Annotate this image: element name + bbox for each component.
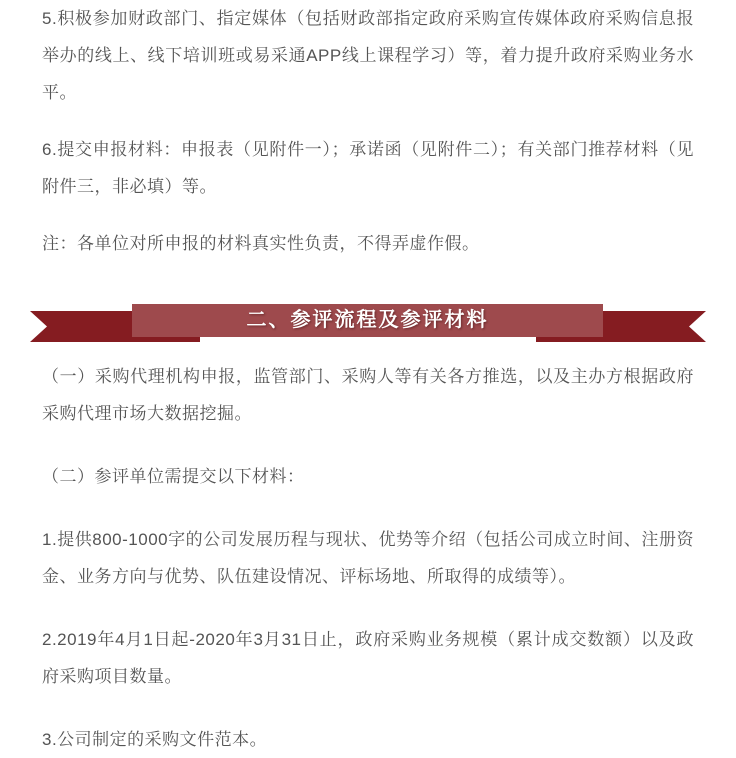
paragraph-sub-er: （二）参评单位需提交以下材料：: [42, 467, 305, 486]
paragraph-item5: 5.积极参加财政部门、指定媒体（包括财政部指定政府采购宣传媒体政府采购信息报举办的线上、线下培训班或易采通APP线上课程学习）等，着力提升政府采购业务水平。: [42, 9, 694, 102]
paragraph-note: 注：各单位对所申报的材料真实性负责，不得弄虚作假。: [42, 234, 480, 253]
paragraph-sub-yi: （一）采购代理机构申报，监管部门、采购人等有关各方推选，以及主办方根据政府采购代理市场大数据挖掘。: [42, 367, 694, 423]
section-title: 二、参评流程及参评材料: [246, 309, 489, 331]
paragraph-material3: 3.公司制定的采购文件范本。: [42, 730, 268, 749]
section-banner: [0, 304, 736, 342]
paragraph-material1: 1.提供800-1000字的公司发展历程与现状、优势等介绍（包括公司成立时间、注册资金、业务方向与优势、队伍建设情况、评标场地、所取得的成绩等）。: [42, 530, 694, 586]
paragraph-material2: 2.2019年4月1日起-2020年3月31日止，政府采购业务规模（累计成交数额）以及政府采购项目数量。: [42, 630, 694, 686]
paragraph-item6: 6.提交申报材料：申报表（见附件一）；承诺函（见附件二）；有关部门推荐材料（见附件三，非必填）等。: [42, 140, 694, 196]
section-banner-center: [132, 304, 603, 337]
